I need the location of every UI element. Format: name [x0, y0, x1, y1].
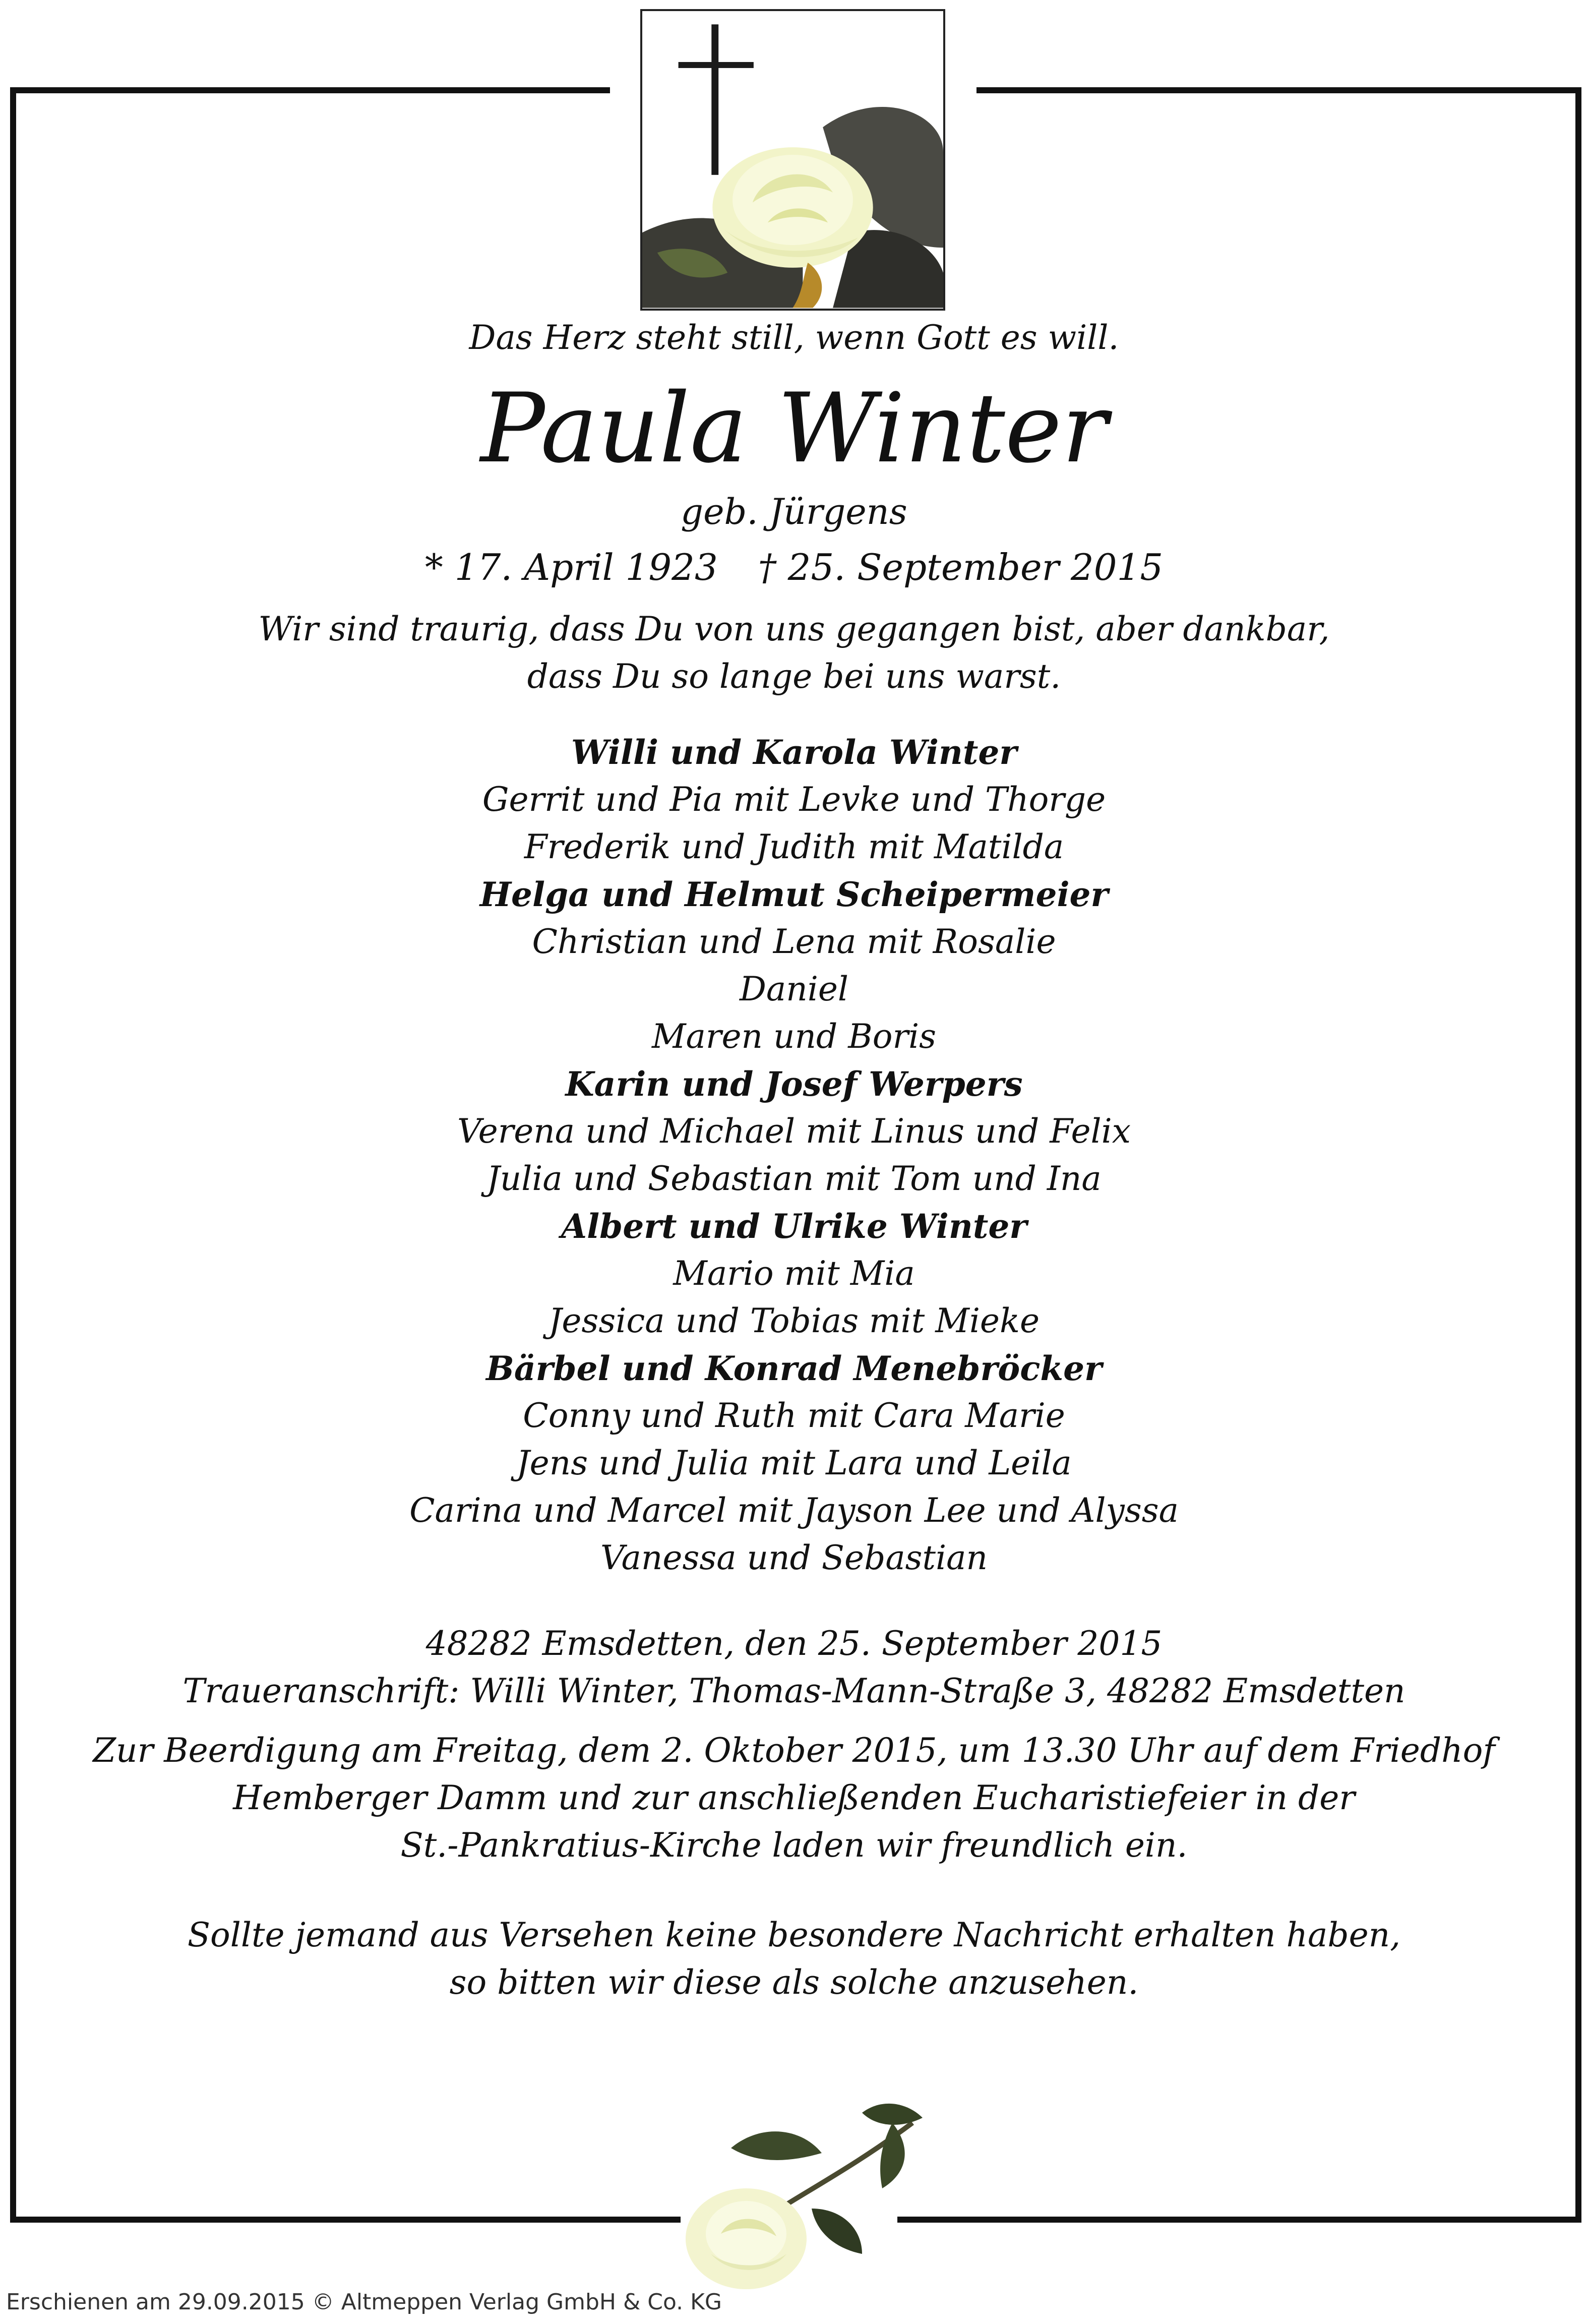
- funeral-line: St.-Pankratius-Kirche laden wir freundlich ein.: [400, 1826, 1188, 1865]
- obituary-content: [50, 315, 1538, 2006]
- birth-date: * 17. April 1923: [424, 546, 718, 588]
- sentiment-line: Wir sind traurig, dass Du von uns gegangen bist, aber dankbar,: [258, 610, 1330, 648]
- cross-rose-image: [640, 9, 945, 311]
- family-member: Mario mit Mia: [673, 1254, 915, 1293]
- mourning-address: Traueranschrift: Willi Winter, Thomas-Mann-Straße 3, 48282 Emsdetten: [182, 1672, 1406, 1710]
- family-member: Vanessa und Sebastian: [600, 1538, 988, 1577]
- funeral-line: Zur Beerdigung am Freitag, dem 2. Oktober 2015, um 13.30 Uhr auf dem Friedhof: [93, 1731, 1495, 1770]
- family-member: Carina und Marcel mit Jayson Lee und Alyssa: [409, 1491, 1179, 1530]
- deceased-name: Paula Winter: [480, 373, 1108, 484]
- family-member: Christian und Lena mit Rosalie: [532, 922, 1056, 961]
- frame-bottom-right-line: [897, 2217, 1581, 2223]
- publication-footer: Erschienen am 29.09.2015 © Altmeppen Verlag GmbH & Co. KG: [6, 2289, 722, 2315]
- cross-rose-illustration: [642, 11, 943, 309]
- family-member: Julia und Sebastian mit Tom und Ina: [486, 1159, 1102, 1198]
- place-and-address: [50, 1620, 1538, 1715]
- notice-line: so bitten wir diese als solche anzusehen.: [449, 1963, 1139, 2002]
- frame-left-line: [10, 87, 16, 2223]
- family-member: Jens und Julia mit Lara und Leila: [516, 1444, 1072, 1482]
- frame-right-line: [1575, 87, 1581, 2223]
- sentiment-text: [50, 606, 1538, 700]
- family-member: Gerrit und Pia mit Levke und Thorge: [482, 780, 1106, 819]
- funeral-invitation: [50, 1727, 1538, 1869]
- frame-top-right-line: [976, 87, 1581, 93]
- family-member: Jessica und Tobias mit Mieke: [548, 1301, 1040, 1340]
- notice-line: Sollte jemand aus Versehen keine besondere Nachricht erhalten haben,: [187, 1916, 1401, 1954]
- sentiment-line: dass Du so lange bei uns warst.: [527, 657, 1061, 696]
- frame-bottom-left-line: [10, 2217, 681, 2223]
- family-head: Bärbel und Konrad Menebröcker: [486, 1349, 1102, 1388]
- notification-notice: [50, 1912, 1538, 2006]
- funeral-line: Hemberger Damm und zur anschließenden Eucharistiefeier in der: [233, 1778, 1355, 1817]
- frame-top-left-line: [10, 87, 610, 93]
- family-head: Willi und Karola Winter: [571, 733, 1017, 772]
- white-rose-image: [670, 2093, 933, 2294]
- life-dates: [50, 537, 1538, 598]
- family-member: Maren und Boris: [651, 1017, 937, 1056]
- white-rose-illustration: [670, 2093, 933, 2294]
- place-date: 48282 Emsdetten, den 25. September 2015: [425, 1624, 1163, 1663]
- family-member: Conny und Ruth mit Cara Marie: [523, 1396, 1065, 1435]
- family-head: Albert und Ulrike Winter: [561, 1207, 1027, 1246]
- family-member: Frederik und Judith mit Matilda: [524, 827, 1064, 866]
- family-member: Daniel: [739, 970, 849, 1008]
- family-head: Karin und Josef Werpers: [565, 1064, 1023, 1104]
- motto: Das Herz steht still, wenn Gott es will.: [469, 318, 1119, 357]
- family-list: [50, 729, 1538, 1582]
- family-head: Helga und Helmut Scheipermeier: [479, 875, 1109, 914]
- family-member: Verena und Michael mit Linus und Felix: [457, 1112, 1131, 1151]
- death-date: † 25. September 2015: [758, 546, 1164, 588]
- birth-name: geb. Jürgens: [681, 491, 907, 532]
